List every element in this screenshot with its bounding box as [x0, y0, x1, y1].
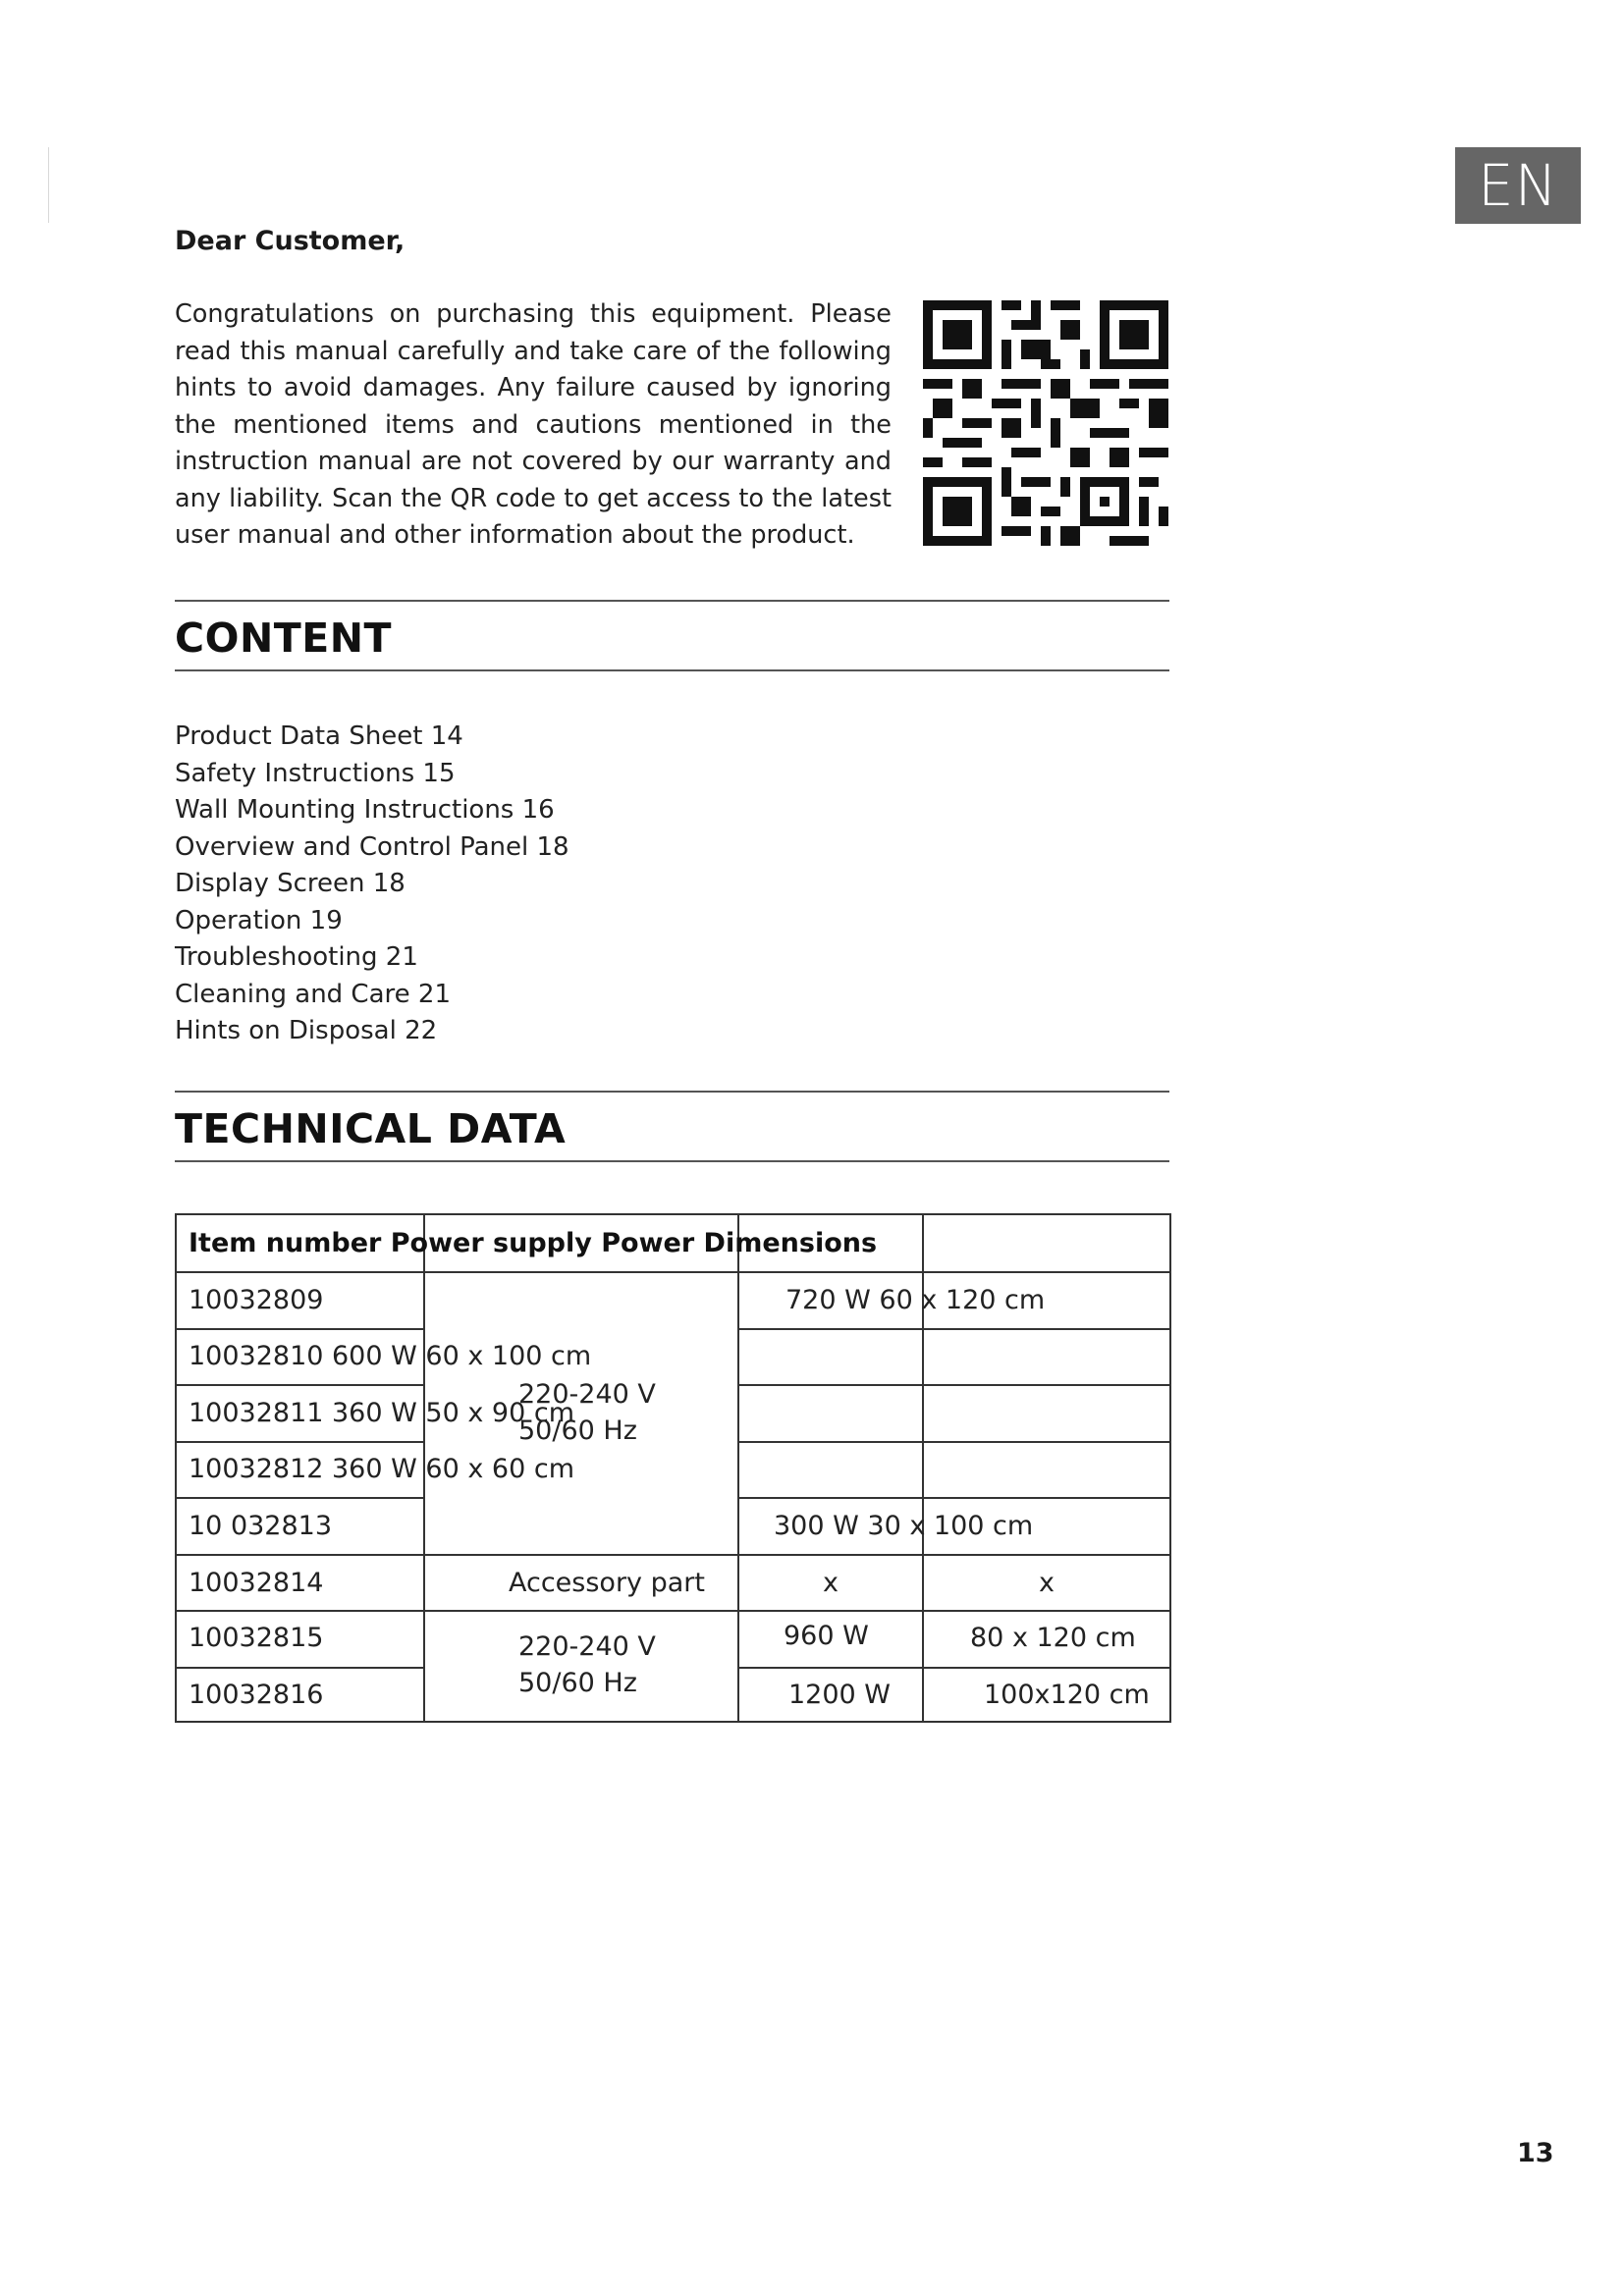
item-number-cell: 10032815 — [189, 1623, 324, 1653]
table-grid-cell — [423, 1610, 739, 1723]
power-supply-line1: 220-240 V — [518, 1631, 656, 1662]
power-cell: 960 W — [784, 1621, 869, 1651]
technical-title: TECHNICAL DATA — [175, 1105, 567, 1152]
toc-item[interactable]: Troubleshooting 21 — [175, 942, 418, 972]
power-supply-line2: 50/60 Hz — [518, 1415, 637, 1446]
power-dimensions-cell: 300 W 30 x 100 cm — [774, 1511, 1034, 1541]
content-title: CONTENT — [175, 614, 393, 662]
dimensions-cell: 80 x 120 cm — [970, 1623, 1136, 1653]
content-bottom-rule — [175, 669, 1169, 671]
margin-line — [48, 147, 49, 223]
table-row-text: 10032812 360 W 60 x 60 cm — [189, 1454, 574, 1484]
table-grid-cell — [922, 1441, 1171, 1499]
power-supply-line1: 220-240 V — [518, 1379, 656, 1410]
table-grid-cell — [922, 1328, 1171, 1386]
language-tab: EN — [1455, 147, 1581, 224]
toc-item[interactable]: Safety Instructions 15 — [175, 758, 456, 788]
technical-bottom-rule — [175, 1160, 1169, 1162]
toc-item[interactable]: Cleaning and Care 21 — [175, 979, 451, 1009]
item-number-cell: 10032816 — [189, 1680, 324, 1710]
power-cell: 1200 W — [788, 1680, 891, 1710]
technical-top-rule — [175, 1091, 1169, 1093]
dimensions-cell: x — [1039, 1568, 1055, 1598]
table-grid-cell — [737, 1384, 924, 1443]
toc-item[interactable]: Display Screen 18 — [175, 869, 406, 898]
table-header: Item number Power supply Power Dimensions — [189, 1228, 878, 1258]
content-top-rule — [175, 600, 1169, 602]
toc-item[interactable]: Operation 19 — [175, 905, 343, 935]
table-row-text: 10032811 360 W 50 x 90 cm — [189, 1398, 574, 1428]
power-cell: x — [823, 1568, 839, 1598]
table-of-contents — [175, 719, 569, 1050]
toc-item[interactable]: Hints on Disposal 22 — [175, 1016, 438, 1045]
item-number-cell: 10032809 — [189, 1285, 324, 1315]
qr-code-icon — [923, 300, 1168, 546]
item-number-cell: 10032814 — [189, 1568, 324, 1598]
greeting: Dear Customer, — [175, 226, 406, 256]
toc-item[interactable]: Product Data Sheet 14 — [175, 721, 463, 751]
table-grid-cell — [922, 1213, 1171, 1273]
item-number-cell: 10 032813 — [189, 1511, 333, 1541]
intro-paragraph: Congratulations on purchasing this equipment. Please read this manual carefully and take care of the following hints to avoid damages. Any failure caused by ignoring the mentioned items and cautions mentioned in the instruction manual are not covered by our warranty and any liability. Scan the QR code to get access to the latest user manual and other information about the product. — [175, 299, 892, 550]
table-grid-cell — [737, 1328, 924, 1386]
table-grid-cell — [922, 1384, 1171, 1443]
page-number: 13 — [1517, 2138, 1554, 2168]
dimensions-cell: 100x120 cm — [984, 1680, 1150, 1710]
table-grid-cell — [737, 1441, 924, 1499]
toc-item[interactable]: Wall Mounting Instructions 16 — [175, 795, 555, 825]
power-supply-line2: 50/60 Hz — [518, 1668, 637, 1698]
power-dimensions-cell: 720 W 60 x 120 cm — [785, 1285, 1046, 1315]
toc-item[interactable]: Overview and Control Panel 18 — [175, 831, 569, 862]
technical-data-table — [175, 1213, 1171, 1723]
table-row-text: 10032810 600 W 60 x 100 cm — [189, 1341, 592, 1371]
power-supply-cell: Accessory part — [509, 1568, 705, 1598]
